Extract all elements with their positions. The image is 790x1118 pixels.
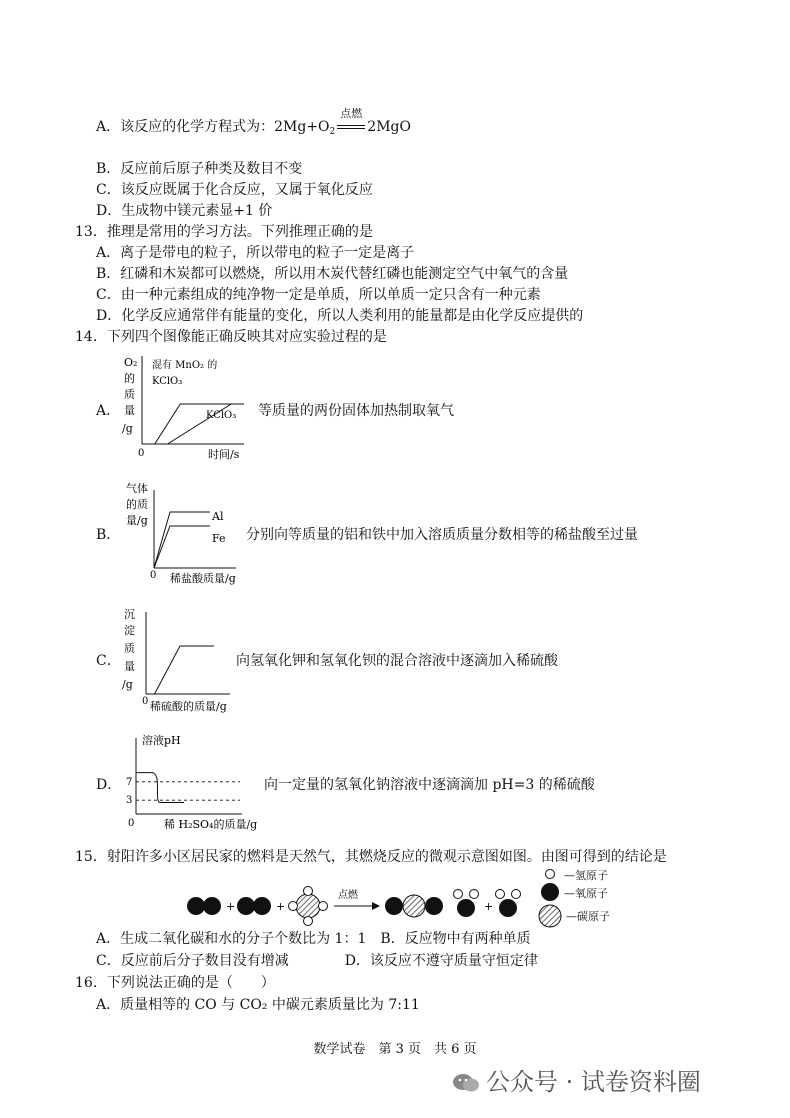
chart-a-xlabel: 时间/s: [208, 448, 240, 461]
chart-a-ylabel: [122, 356, 137, 435]
wechat-icon: [452, 1072, 480, 1094]
equation-subscript: 2: [329, 127, 336, 137]
chart-b-origin: 0: [150, 570, 157, 581]
chart-b-legend-fe: Fe: [212, 532, 226, 545]
chart-c-svg: [120, 606, 240, 714]
q12-option-a: [96, 107, 411, 141]
chart-c-origin: 0: [142, 696, 149, 707]
chart-a-ylabel-4: /g: [122, 422, 133, 435]
chart-c-ylabel-1: 淀: [124, 624, 135, 637]
chart-c-ylabel-2: 质: [124, 642, 135, 655]
q14-c-text: 向氢氧化钾和氢氧化钡的混合溶液中逐滴加入稀硫酸: [236, 653, 558, 669]
legend-hydrogen: —氢原子: [564, 869, 608, 882]
oxygen-molecule-1: [187, 897, 221, 915]
chart-b-ylabel-2: 量/g: [126, 514, 148, 527]
chart-c-ylabel-0: 沉: [124, 608, 135, 621]
equation-left: 2Mg+O: [274, 119, 330, 135]
atom-legend-icons: [536, 866, 566, 928]
q13-stem: 13．推理是常用的学习方法。下列推理正确的是: [75, 224, 373, 240]
q12-option-b: B．反应前后原子种类及数目不变: [96, 161, 303, 177]
q12-option-d: D．生成物中镁元素显+1 价: [96, 203, 273, 219]
q14-b-label: B．: [96, 527, 121, 543]
q14-a-label: A．: [96, 403, 121, 419]
equation-right: 2MgO: [367, 119, 411, 135]
q14-stem: 14．下列四个图像能正确反映其对应实验过程的是: [75, 329, 387, 345]
reaction-condition-q15: 点燃: [338, 890, 358, 901]
chart-a-ylabel-1: 的: [124, 372, 135, 385]
watermark: [452, 1062, 701, 1097]
legend-carbon: —碳原子: [566, 910, 610, 923]
q14-a-text: 等质量的两份固体加热制取氧气: [258, 403, 454, 419]
q14-d-label: D．: [96, 777, 122, 793]
methane-molecule: [289, 887, 328, 926]
q15-options-ab: A．生成二氧化碳和水的分子个数比为 1：1 B．反应物中有两种单质: [96, 931, 531, 947]
chart-b: [124, 480, 244, 592]
chart-d-xlabel: 稀 H₂SO₄的质量/g: [164, 818, 258, 831]
chart-d-origin: 0: [128, 818, 135, 829]
chart-a-origin: 0: [138, 448, 145, 459]
chart-d-ytick-7: 7: [126, 777, 133, 788]
chart-b-legend-al: Al: [212, 510, 224, 523]
q13-option-b: B．红磷和木炭都可以燃烧，所以用木炭代替红磷也能测定空气中氧气的含量: [96, 266, 569, 282]
q15-options-cd: C．反应前后分子数目没有增减 D．该反应不遵守质量守恒定律: [96, 953, 538, 969]
reaction-condition-text: 点燃: [340, 107, 363, 120]
chart-b-ylabel-0: 气体: [126, 482, 148, 495]
q14-d-text: 向一定量的氢氧化钠溶液中逐滴滴加 pH=3 的稀硫酸: [264, 777, 595, 793]
hydrogen-atom-icon: [546, 870, 555, 879]
chart-a: [118, 352, 258, 466]
water-molecule-2: [496, 890, 521, 918]
oxygen-molecule-2: [237, 897, 271, 915]
chart-b-series-fe: [154, 526, 210, 568]
arrow-head-icon: [372, 902, 380, 910]
chart-d-ylabel: 溶液pH: [142, 734, 181, 747]
q13-option-d: D．化学反应通常伴有能量的变化，所以人类利用的能量都是由化学反应提供的: [96, 308, 584, 324]
chart-d: [122, 730, 272, 838]
chart-c: [120, 606, 240, 718]
chart-a-svg: [118, 352, 258, 462]
chart-a-ylabel-2: 质: [124, 388, 135, 401]
q13-option-a: A．离子是带电的粒子，所以带电的粒子一定是离子: [96, 245, 415, 261]
chart-b-series-al: [154, 512, 210, 568]
chart-d-series: [136, 773, 184, 803]
q14-c-label: C．: [96, 653, 121, 669]
chart-c-ylabel-4: /g: [122, 678, 133, 691]
chart-a-legend-mno2-2: KClO₃: [152, 376, 183, 387]
water-molecule-1: [454, 890, 479, 918]
oxygen-atom-icon: [541, 883, 559, 901]
carbon-atom-icon: [539, 905, 561, 927]
chart-c-xlabel: 稀硫酸的质量/g: [150, 700, 227, 713]
page-footer: 数学试卷 第 3 页 共 6 页: [313, 1042, 477, 1057]
q16-option-a: A．质量相等的 CO 与 CO₂ 中碳元素质量比为 7:11: [96, 997, 420, 1013]
equation-equals-bar: [337, 125, 365, 129]
q15-stem: 15．射阳许多小区居民家的燃料是天然气，其燃烧反应的微观示意图如图。由图可得到的结论是: [75, 849, 667, 865]
legend-oxygen: —氧原子: [564, 887, 608, 900]
q13-option-c: C．由一种元素组成的纯净物一定是单质，所以单质一定只含有一种元素: [96, 287, 541, 303]
watermark-text: 公众号 · 试卷资料圈: [486, 1068, 701, 1096]
plus-sign-1: +: [226, 900, 236, 913]
q16-stem: 16．下列说法正确的是（ ）: [75, 975, 275, 991]
q12-option-c: C．该反应既属于化合反应，又属于氧化反应: [96, 182, 373, 198]
plus-sign-2: +: [276, 900, 286, 913]
reaction-diagram: [180, 880, 530, 930]
chart-d-ytick-3: 3: [126, 795, 133, 806]
chart-a-ylabel-3: 量: [124, 404, 135, 417]
chart-c-series: [146, 646, 214, 694]
plus-sign-3: +: [484, 900, 494, 913]
q14-b-text: 分别向等质量的铝和铁中加入溶质质量分数相等的稀盐酸至过量: [246, 527, 638, 543]
q12-a-prefix: A．该反应的化学方程式为：: [96, 119, 275, 135]
chart-a-ylabel-0: O₂: [124, 356, 138, 369]
chart-b-svg: [124, 480, 244, 588]
chart-b-xlabel: 稀盐酸质量/g: [170, 572, 236, 585]
chart-c-ylabel-3: 量: [124, 660, 135, 673]
chart-a-legend-mno2-1: 混有 MnO₂ 的: [152, 360, 218, 371]
reaction-condition: [337, 107, 365, 136]
chart-b-ylabel-1: 的质: [126, 498, 148, 511]
carbon-dioxide-molecule: [385, 895, 443, 917]
chart-d-svg: [122, 730, 272, 834]
chart-a-legend-kclo3: KClO₃: [206, 410, 237, 421]
